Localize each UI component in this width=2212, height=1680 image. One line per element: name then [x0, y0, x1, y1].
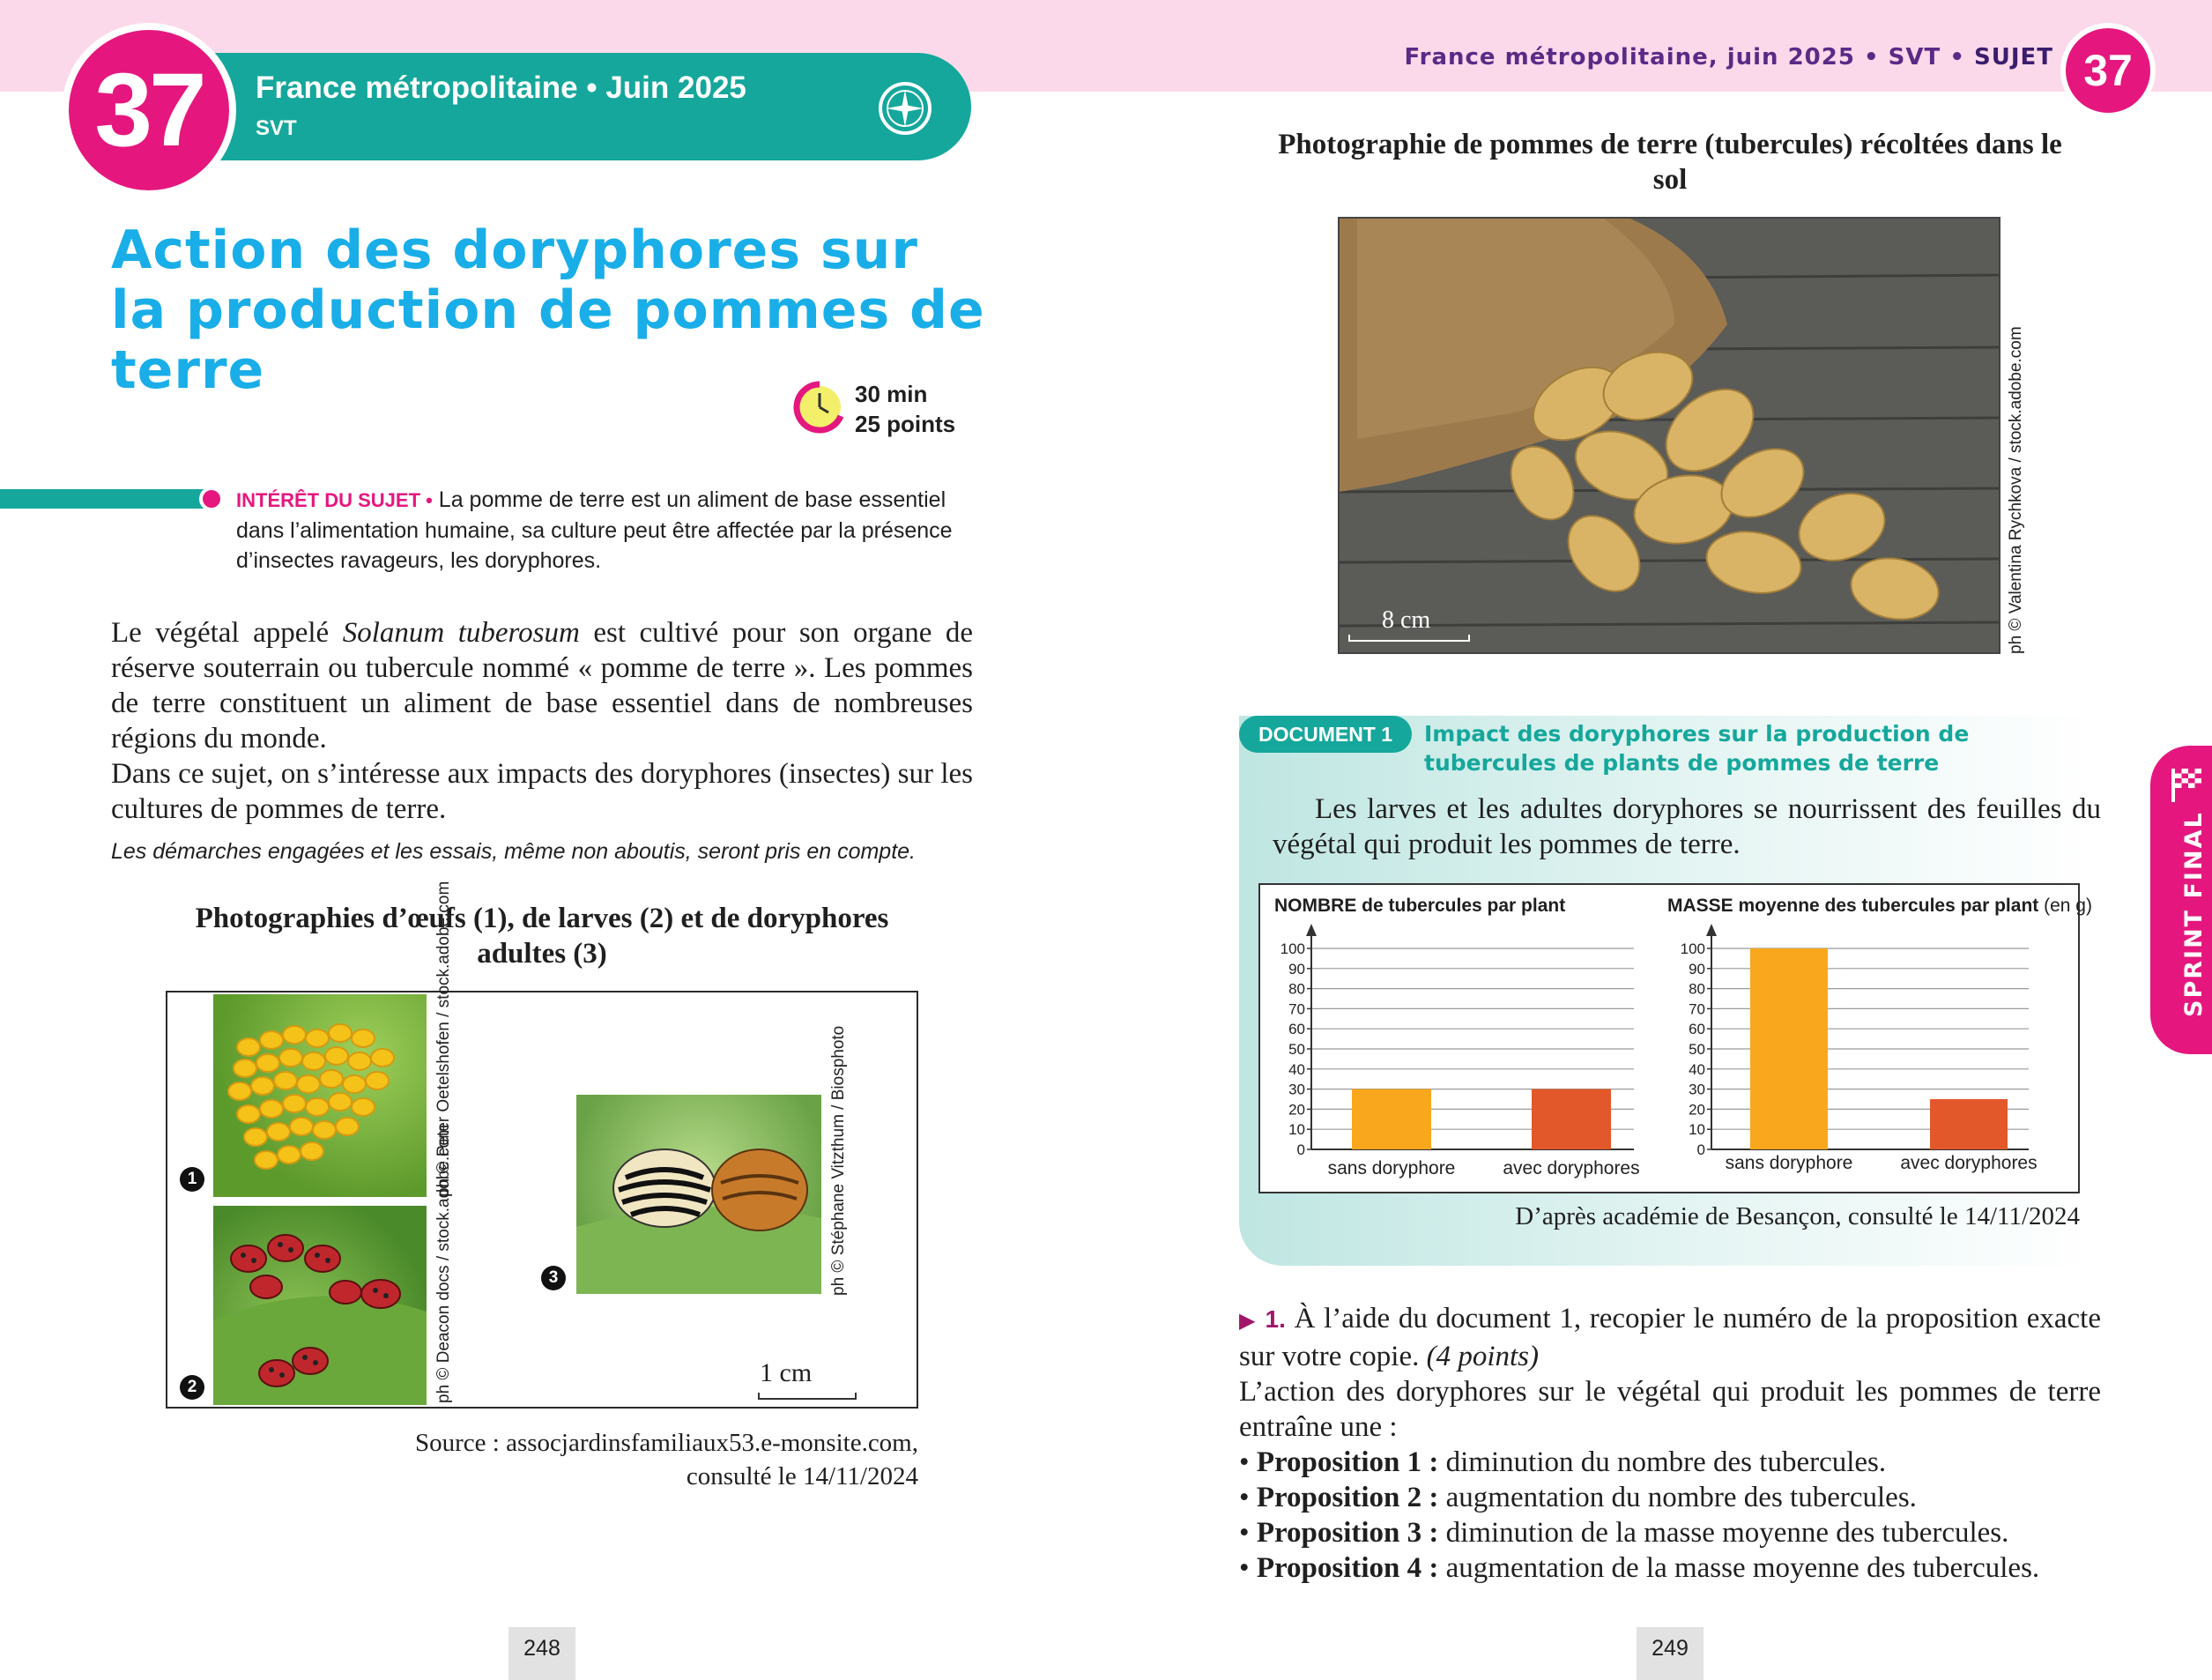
chart-2-ytick-label: 0 [1696, 1141, 1705, 1158]
chart-2-ytick-label: 80 [1689, 980, 1705, 998]
timer-icon [790, 377, 850, 437]
proposition-2-text: augmentation du nombre des tubercules. [1445, 1482, 1917, 1513]
proposition-4-label: Proposition 4 : [1256, 1552, 1439, 1584]
chart-2-ytick-label: 50 [1689, 1041, 1705, 1058]
photo-source [220, 1426, 918, 1493]
scale-8cm-bar [1348, 635, 1470, 642]
larvae-photo [213, 1206, 427, 1405]
question-arrow-icon: ▶ [1239, 1310, 1257, 1333]
chart-2-ytick-label: 30 [1689, 1081, 1705, 1098]
chart-1-ytick-label: 20 [1288, 1101, 1305, 1119]
photos-caption: Photographies d’œufs (1), de larves (2) et de doryphores adultes (3) [195, 903, 889, 970]
proposition-2-label: Proposition 2 : [1256, 1482, 1439, 1513]
proposition-1: • Proposition 1 : diminution du nombre des tubercules. [1239, 1446, 1887, 1478]
chart-1-ytick-label: 10 [1288, 1121, 1305, 1139]
larvae-illustration [213, 1206, 427, 1405]
question-number: 1. [1265, 1305, 1286, 1333]
beetles-illustration [576, 1095, 821, 1294]
chart-2-ytick-label: 20 [1689, 1101, 1705, 1119]
marker-2: 2 [180, 1375, 204, 1400]
subject-number-badge-right: 37 [2060, 23, 2156, 118]
chart-2-ytick-label: 60 [1689, 1021, 1705, 1038]
marker-1: 1 [180, 1167, 204, 1192]
chart-2-ytick-label: 100 [1680, 940, 1705, 957]
source-line-1: Source : assocjardinsfamiliaux53.e-monsite.com, [415, 1429, 918, 1457]
chart-2-category-label-2: avec doryphores [1900, 1153, 2038, 1173]
page-number-right: 249 [1637, 1627, 1704, 1680]
eggs-photo [213, 994, 427, 1197]
points: 25 points [855, 411, 956, 437]
larvae-photo-credit: ph © Deacon docs / stock.adobe.com [434, 1124, 453, 1403]
chart-1-bar-2 [1532, 1089, 1611, 1149]
adult-beetles-photo [576, 1095, 821, 1294]
intro-paragraph-1 [111, 615, 973, 756]
chart-2-ytick-label: 70 [1689, 1000, 1705, 1018]
proposition-2: • Proposition 2 : augmentation du nombre des tubercules. [1239, 1482, 1917, 1513]
scale-1cm-label: 1 cm [760, 1358, 813, 1387]
chart-1-ytick-label: 0 [1296, 1141, 1305, 1158]
intro-p1-start: Le végétal appelé [111, 617, 343, 649]
interest-text: La pomme de terre est un aliment de base essentiel dans l’alimentation humaine, sa culture peut être affectée par la présence d’insectes ravageurs, les doryphores. [236, 487, 953, 573]
running-head [1234, 44, 2053, 71]
duration: 30 min [855, 381, 928, 407]
instruction-note: Les démarches engagées et les essais, même non aboutis, seront pris en compte. [111, 839, 917, 864]
chart-1-bar-1 [1352, 1089, 1431, 1149]
chart-1-ytick-label: 50 [1288, 1041, 1305, 1058]
chart-1-ytick-label: 30 [1288, 1081, 1305, 1098]
chart-2-ytick-label: 90 [1689, 960, 1705, 978]
species-name: Solanum tuberosum [342, 617, 580, 649]
chart-2-y-arrow [1706, 924, 1717, 936]
chart-1-ytick-label: 90 [1288, 960, 1305, 978]
potatoes-illustration [1340, 219, 2000, 654]
question-lead: L’action des doryphores sur le végétal qui produit les pommes de terre entraîne une : [1239, 1376, 2101, 1443]
eggs-illustration [213, 994, 427, 1197]
intro-text [111, 615, 973, 827]
document-1-text: Les larves et les adultes doryphores se nourrissent des feuilles du végétal qui produit les pommes de terre. [1273, 793, 2101, 860]
page-title: Action des doryphores sur la production de pommes de terre [111, 219, 985, 401]
chart-1-category-label-2: avec doryphores [1503, 1158, 1640, 1178]
page-number-left: 248 [508, 1627, 575, 1680]
running-head-subject: SUJET [1973, 44, 2053, 71]
chart-1-ytick-label: 100 [1280, 940, 1305, 957]
document-1-title: Impact des doryphores sur la production de tubercules de plants de pommes de terre [1424, 721, 1970, 776]
checkered-flag-icon [2164, 763, 2207, 806]
chart-1-ytick-label: 40 [1288, 1060, 1305, 1078]
proposition-3-label: Proposition 3 : [1256, 1517, 1439, 1549]
document-1-source: D’après académie de Besançon, consulté le 14/11/2024 [1515, 1202, 2080, 1230]
source-line-2: consulté le 14/11/2024 [686, 1462, 918, 1490]
proposition-3: • Proposition 3 : diminution de la masse moyenne des tubercules. [1239, 1517, 2009, 1549]
proposition-3-text: diminution de la masse moyenne des tubercules. [1445, 1517, 2009, 1549]
exam-subject: SVT [256, 116, 297, 140]
tuber-charts [1258, 883, 2092, 1193]
potato-photo-caption: Photographie de pommes de terre (tubercules) récoltées dans le sol [1278, 129, 2062, 196]
eggs-photo-credit: ph © Peter Oetelshofen / stock.adobe.com [434, 881, 453, 1197]
subject-number-badge: 37 [62, 23, 236, 197]
chart-2-ytick-label: 10 [1689, 1121, 1705, 1139]
chart-1-ytick-label: 60 [1288, 1021, 1305, 1038]
chart-2-title-rest: (en g) [2038, 896, 2092, 916]
sprint-final-label: SPRINT FINAL [2180, 811, 2208, 1017]
interest-marker [199, 487, 224, 511]
proposition-4-text: augmentation de la masse moyenne des tubercules. [1445, 1552, 2040, 1584]
chart-2-title-bold: MASSE moyenne des tubercules par plant [1667, 896, 2039, 916]
interest-label: INTÉRÊT DU SUJET • [236, 489, 433, 511]
chart-1-title-bold: NOMBRE de tubercules par plant [1274, 896, 1566, 916]
header-bar [204, 53, 971, 160]
intro-paragraph-2: Dans ce sujet, on s’intéresse aux impacts des doryphores (insectes) sur les cultures de pommes de terre. [111, 758, 973, 825]
chart-2-category-label-1: sans doryphore [1725, 1153, 1853, 1173]
question-text: À l’aide du document 1, recopier le numéro de la proposition exacte sur votre copie. [1239, 1303, 2101, 1372]
chart-1-category-label-1: sans doryphore [1327, 1158, 1456, 1178]
chart-2-bar-2 [1930, 1099, 2008, 1149]
proposition-1-label: Proposition 1 : [1256, 1446, 1439, 1478]
marker-3: 3 [541, 1266, 566, 1290]
question-1 [1239, 1301, 2101, 1586]
chart-1-ytick-label: 70 [1288, 1000, 1305, 1018]
compass-icon [876, 79, 934, 138]
question-1-prompt [1239, 1301, 2101, 1374]
potato-photo [1338, 217, 2000, 654]
charts-canvas [1260, 885, 2078, 1192]
scale-8cm-label: 8 cm [1382, 606, 1431, 634]
proposition-4: • Proposition 4 : augmentation de la masse moyenne des tubercules. [1239, 1552, 2040, 1584]
question-points: (4 points) [1426, 1341, 1540, 1372]
chart-2-bar-1 [1750, 948, 1828, 1149]
exam-session-title: France métropolitaine • Juin 2025 [256, 71, 746, 105]
intro-p1-end: est cultivé pour son organe de réserve souterrain ou tubercule nommé « pomme de terre ». Les pommes de terre constituent un aliment de base essentiel dans de nombreuses régions du monde. [111, 617, 974, 755]
chart-2-ytick-label: 40 [1689, 1060, 1705, 1078]
interest-box [236, 485, 968, 576]
potato-photo-credit: ph © Valentina Rychkova / stock.adobe.com [2007, 326, 2025, 654]
proposition-1-text: diminution du nombre des tubercules. [1445, 1446, 1887, 1478]
adults-photo-credit: ph © Stéphane Vitzthum / Biosphoto [829, 1025, 848, 1296]
running-head-text: France métropolitaine, juin 2025 • SVT • [1404, 44, 1974, 71]
chart-1-ytick-label: 80 [1288, 980, 1305, 998]
interest-bar [0, 489, 204, 509]
scale-1cm-bar [758, 1393, 857, 1400]
document-1-badge: DOCUMENT 1 [1239, 716, 1412, 753]
chart-1-y-arrow [1306, 924, 1317, 936]
